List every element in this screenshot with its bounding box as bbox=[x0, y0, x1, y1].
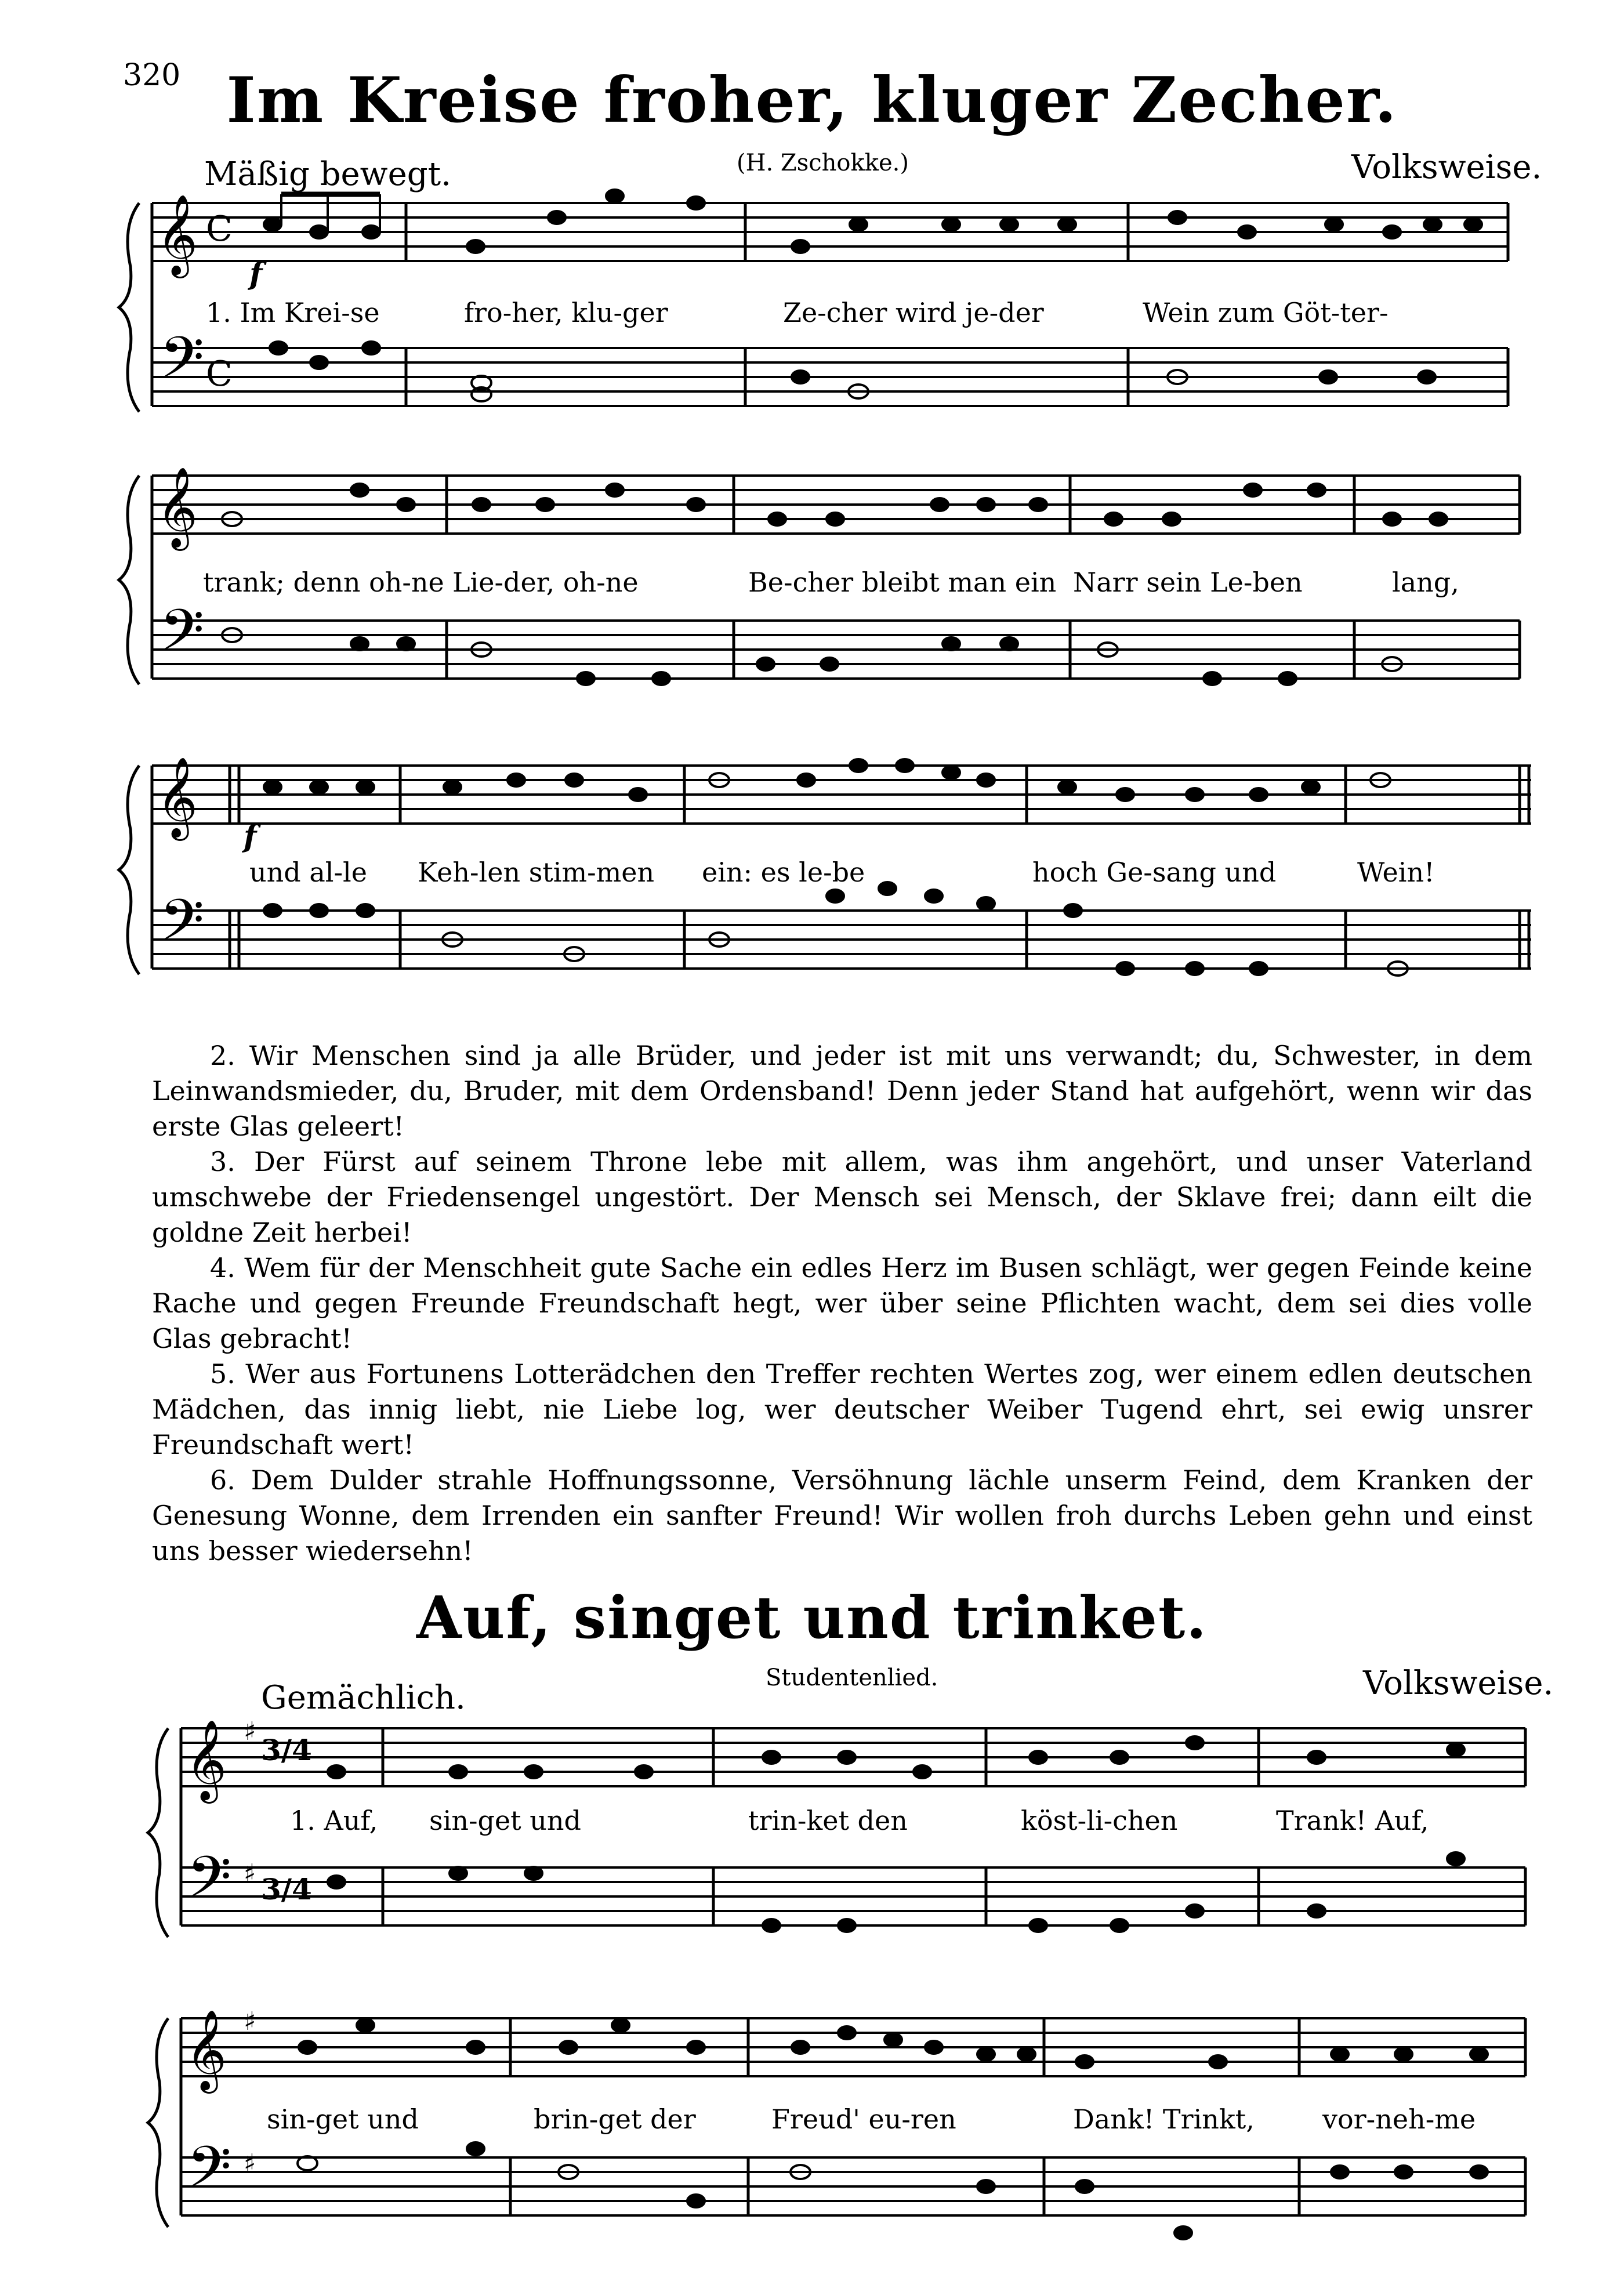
lyric: Lie-der, oh-ne bbox=[452, 567, 639, 598]
song1-system-2 bbox=[0, 464, 1624, 708]
song1-title: Im Kreise froher, kluger Zecher. bbox=[226, 64, 1398, 137]
lyric: Wein! bbox=[1357, 857, 1435, 888]
verse-5: 5. Wer aus Fortunens Lotterädchen den Treffer rechten Wertes zog, wer einem edlen deutschen Mädchen, das innig liebt, nie Liebe log, wer deutscher Weiber Tugend ehrt, sei ewig unsrer Freundschaft wert! bbox=[152, 1358, 1532, 1460]
verse-6: 6. Dem Dulder strahle Hoffnungssonne, Versöhnung lächle unserm Feind, dem Kranken der Genesung Wonne, dem Irrenden ein sanfter Freund! Wir wollen froh durchs Leben gehn und einst uns besser wiedersehn! bbox=[152, 1464, 1532, 1566]
key-signature-sharp-icon: ♯ bbox=[244, 2149, 256, 2178]
lyric: trin-ket den bbox=[748, 1805, 908, 1836]
bass-clef-icon: 𝄢 bbox=[160, 887, 205, 968]
key-signature-sharp-icon: ♯ bbox=[244, 2007, 256, 2036]
song2-tempo: Gemächlich. bbox=[261, 1679, 466, 1717]
lyric: 1. Auf, bbox=[290, 1805, 378, 1836]
lyric: Ze-cher wird je-der bbox=[783, 297, 1044, 328]
lyric: fro-her, klu-ger bbox=[464, 297, 668, 328]
treble-clef-icon: 𝄞 bbox=[186, 1720, 227, 1800]
treble-clef-icon: 𝄞 bbox=[186, 2010, 227, 2090]
lyric: sin-get und bbox=[267, 2104, 419, 2135]
page-number: 320 bbox=[123, 58, 181, 93]
dynamic-marking: f bbox=[249, 256, 263, 292]
bass-clef-icon: 𝄢 bbox=[160, 325, 205, 405]
time-signature: C bbox=[206, 209, 233, 249]
song1-system-3 bbox=[0, 754, 1624, 998]
time-signature-bass: C bbox=[206, 354, 233, 394]
treble-staff bbox=[152, 203, 1508, 261]
lyric: köst-li-chen bbox=[1021, 1805, 1178, 1836]
verse-3: 3. Der Fürst auf seinem Throne lebe mit allem, was ihm angehört, und unser Vaterland umschwebe der Friedensengel ungestört. Der Mensch sei Mensch, der Sklave frei; dann eilt die goldne Zeit herbei! bbox=[152, 1146, 1532, 1248]
lyrics-row bbox=[206, 297, 1389, 328]
lyric: 1. Im Krei-se bbox=[206, 297, 380, 328]
song1-source: Volksweise. bbox=[1351, 148, 1542, 186]
treble-clef-icon: 𝄞 bbox=[157, 757, 198, 837]
lyric: Wein zum Göt-ter- bbox=[1143, 297, 1389, 328]
lyric: hoch Ge-sang und bbox=[1032, 857, 1277, 888]
lyric: Dank! Trinkt, bbox=[1073, 2104, 1255, 2135]
lyric: Keh-len stim-men bbox=[418, 857, 655, 888]
lyric: und al-le bbox=[249, 857, 367, 888]
song1-system-1 bbox=[0, 191, 1624, 435]
bass-clef-icon: 𝄢 bbox=[160, 597, 205, 678]
bass-staff bbox=[152, 348, 1508, 406]
song2-source: Volksweise. bbox=[1363, 1664, 1554, 1702]
verse-4: 4. Wem für der Menschheit gute Sache ein edles Herz im Busen schlägt, wer gegen Feinde keine Rache und gegen Freunde Freundschaft hegt, wer über seine Pflichten wacht, dem sei dies volle Glas gebracht! bbox=[152, 1252, 1532, 1354]
time-signature: 3/4 bbox=[261, 1733, 312, 1767]
song1-tempo: Mäßig bewegt. bbox=[204, 155, 451, 193]
verse-2: 2. Wir Menschen sind ja alle Brüder, und jeder ist mit uns verwandt; du, Schwester, in dem Leinwandsmieder, du, Bruder, mit dem Ordensband! Denn jeder Stand hat aufgehört, wenn wir das erste Glas geleert! bbox=[152, 1040, 1532, 1142]
song1-author: (H. Zschokke.) bbox=[737, 150, 909, 176]
lyric: vor-neh-me bbox=[1322, 2104, 1476, 2135]
song2-subtitle: Studentenlied. bbox=[766, 1664, 938, 1691]
notes-sketch bbox=[264, 190, 1482, 401]
dynamic-marking: f bbox=[244, 819, 257, 854]
lyric: Be-cher bleibt man ein bbox=[748, 567, 1057, 598]
lyric: Narr sein Le-ben bbox=[1073, 567, 1303, 598]
lyric: sin-get und bbox=[429, 1805, 581, 1836]
bass-clef-icon: 𝄢 bbox=[187, 2134, 232, 2215]
treble-clef-icon: 𝄞 bbox=[157, 467, 198, 547]
lyric: Freud' eu-ren bbox=[771, 2104, 956, 2135]
song2-system-2 bbox=[0, 2007, 1624, 2262]
song2-system-1 bbox=[0, 1717, 1624, 1960]
lyric: Trank! Auf, bbox=[1276, 1805, 1429, 1836]
song1-verses bbox=[152, 1038, 1532, 1569]
key-signature-sharp-icon: ♯ bbox=[244, 1717, 256, 1746]
lyric: ein: es le-be bbox=[702, 857, 865, 888]
time-signature-bass: 3/4 bbox=[261, 1872, 312, 1906]
bass-clef-icon: 𝄢 bbox=[187, 1844, 232, 1925]
lyric: lang, bbox=[1392, 567, 1459, 598]
treble-clef-icon: 𝄞 bbox=[157, 194, 198, 275]
lyric: brin-get der bbox=[534, 2104, 696, 2135]
lyric: trank; denn oh-ne bbox=[203, 567, 444, 598]
key-signature-sharp-icon: ♯ bbox=[244, 1859, 256, 1888]
song2-title: Auf, singet und trinket. bbox=[416, 1583, 1208, 1652]
